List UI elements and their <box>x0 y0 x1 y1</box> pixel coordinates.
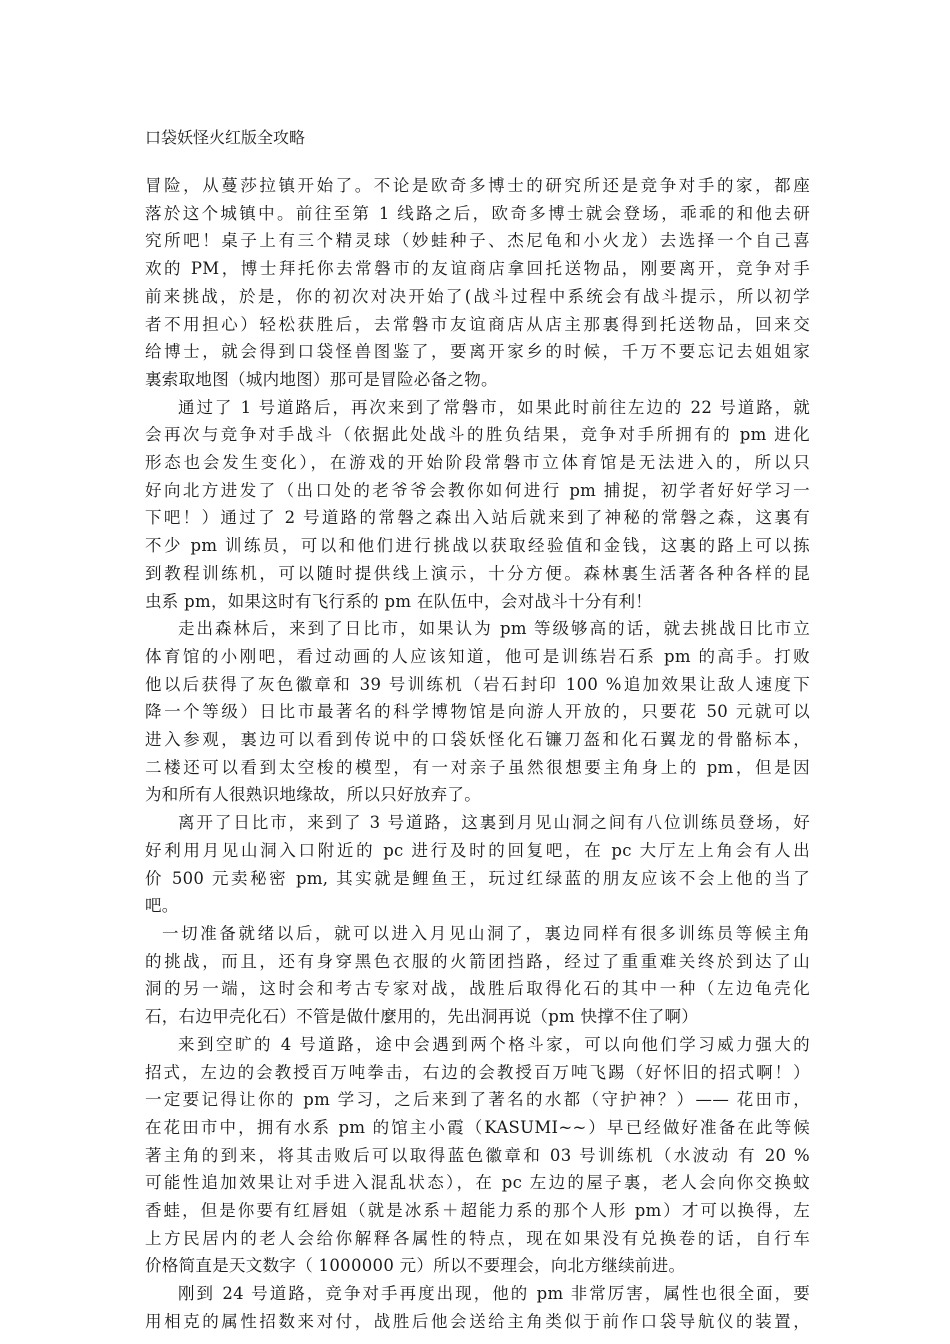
text-line: 冒险，从蔓莎拉镇开始了。不论是欧奇多博士的研究所还是竞争对手的家，都座 <box>145 176 810 195</box>
document-title: 口袋妖怪火红版全攻略 <box>145 128 306 147</box>
text-line: 者不用担心）轻松获胜后，去常磐市友谊商店从店主那裏得到托送物品，回来交 <box>145 314 810 334</box>
paragraph <box>145 920 810 1031</box>
text-line: 石，右边甲壳化石）不管是做什麼用的，先出洞再说（pm 快撑不住了啊） <box>145 1007 699 1027</box>
text-line: 体育馆的小刚吧，看过动画的人应该知道，他可是训练岩石系 pm 的高手。打败 <box>145 646 810 666</box>
text-line: 不少 pm 训练员，可以和他们进行挑战以获取经验值和金钱，这裏的路上可以拣 <box>145 536 810 556</box>
text-line: 落於这个城镇中。前往至第 1 线路之后，欧奇多博士就会登场，乖乖的和他去研 <box>145 203 810 223</box>
text-line: 二楼还可以看到太空梭的模型，有一对亲子虽然很想要主角身上的 pm，但是因 <box>145 757 810 777</box>
text-line: 离开了日比市，来到了 3 号道路，这裏到月见山洞之间有八位训练员登场，好 <box>178 813 810 833</box>
text-line: 形态也会发生变化），在游戏的开始阶段常磐市立体育馆是无法进入的，所以只 <box>145 453 810 473</box>
text-line: 进入参观，裏边可以看到传说中的口袋妖怪化石镰刀盔和化石翼龙的骨骼标本， <box>145 730 810 750</box>
text-line: 好向北方进发了（出口处的老爷爷会教你如何进行 pm 捕捉，初学者好好学习一 <box>145 480 810 500</box>
text-line: 招式，左边的会教授百万吨拳击，右边的会教授百万吨飞踢（好怀旧的招式啊！） <box>145 1062 810 1082</box>
text-line: 上方民居内的老人会给你解释各属性的特点，现在如果没有兑换卷的话，自行车 <box>145 1228 810 1248</box>
text-line: 走出森林后，来到了日比市，如果认为 pm 等级够高的话，就去挑战日比市立 <box>178 619 810 639</box>
text-line: 用相克的属性招数来对付，战胜后他会送给主角类似于前作口袋导航仪的装置， <box>145 1311 810 1331</box>
text-line: 一定要记得让你的 pm 学习，之后来到了著名的水都（守护神？）—— 花田市， <box>145 1090 810 1110</box>
text-line: 会再次与竞争对手战斗（依据此处战斗的胜负结果，竞争对手所拥有的 pm 进化 <box>145 425 810 445</box>
text-line: 通过了 1 号道路后，再次来到了常磐市，如果此时前往左边的 22 号道路，就 <box>178 397 810 417</box>
text-line: 虫系 pm，如果这时有飞行系的 pm 在队伍中，会对战斗十分有利！ <box>145 591 653 611</box>
text-line: 洞的另一端，这时会和考古专家对战，战胜后取得化石的其中一种（左边龟壳化 <box>145 979 810 999</box>
text-line: 好利用月见山洞入口附近的 pc 进行及时的回复吧，在 pc 大厅左上角会有人出 <box>145 840 810 860</box>
text-line: 欢的 PM，博士拜托你去常磐市的友谊商店拿回托送物品，刚要离开，竞争对手 <box>145 259 810 279</box>
text-line: 前来挑战，於是，你的初次对决开始了(战斗过程中系统会有战斗提示，所以初学 <box>145 286 810 306</box>
text-line: 价格简直是天文数字（ 1000000 元）所以不要理会，向北方继续前进。 <box>145 1256 686 1276</box>
paragraph <box>145 394 810 616</box>
text-line: 到教程训练机，可以随时提供线上演示，十分方便。森林裏生活著各种各样的昆 <box>145 563 810 583</box>
text-line: 下吧！）通过了 2 号道路的常磐之森出入站后就来到了神秘的常磐之森，这裏有 <box>145 508 810 528</box>
text-line: 可能性追加效果让对手进入混乱状态），在 pc 左边的屋子裏，老人会向你交换蚊 <box>145 1173 810 1193</box>
paragraph <box>145 172 810 394</box>
text-line: 香蛙，但是你要有红唇姐（就是冰系＋超能力系的那个人形 pm）才可以换得，左 <box>145 1201 810 1221</box>
paragraph <box>145 1031 810 1280</box>
text-line: 刚到 24 号道路，竞争对手再度出现，他的 pm 非常厉害，属性也很全面，要 <box>178 1284 810 1304</box>
text-line: 价 500 元卖秘密 pm, 其实就是鲤鱼王，玩过红绿蓝的朋友应该不会上他的当了 <box>145 868 810 888</box>
text-line: 究所吧！桌子上有三个精灵球（妙蛙种子、杰尼龟和小火龙）去选择一个自己喜 <box>145 231 810 251</box>
text-line: 给博士，就会得到口袋怪兽图鉴了，要离开家乡的时候，千万不要忘记去姐姐家 <box>145 342 810 362</box>
text-line: 为和所有人很熟识地缘故，所以只好放弃了。 <box>145 785 481 805</box>
text-line: 著主角的到来，将其击败后可以取得蓝色徽章和 03 号训练机（水波动 有 20 % <box>145 1145 810 1165</box>
text-line: 他以后获得了灰色徽章和 39 号训练机（岩石封印 100 %追加效果让敌人速度下 <box>145 674 810 694</box>
text-line: 吧。 <box>145 896 179 916</box>
document-body <box>145 172 810 1336</box>
text-line: 在花田市中，拥有水系 pm 的馆主小霞（KASUMI~~）早已经做好准备在此等候 <box>145 1117 810 1137</box>
text-line: 的挑战，而且，还有身穿黑色衣服的火箭团挡路，经过了重重难关终於到达了山 <box>145 951 810 971</box>
text-line: 来到空旷的 4 号道路，途中会遇到两个格斗家，可以向他们学习威力强大的 <box>178 1034 810 1054</box>
text-line: 裏索取地图（城内地图）那可是冒险必备之物。 <box>145 369 498 389</box>
paragraph <box>145 809 810 920</box>
text-line: 一切准备就绪以后，就可以进入月见山洞了，裏边同样有很多训练员等候主角 <box>162 923 810 943</box>
paragraph <box>145 1280 810 1335</box>
paragraph <box>145 615 810 809</box>
text-line: 降一个等级）日比市最著名的科学博物馆是向游人开放的，只要花 50 元就可以 <box>145 702 810 722</box>
